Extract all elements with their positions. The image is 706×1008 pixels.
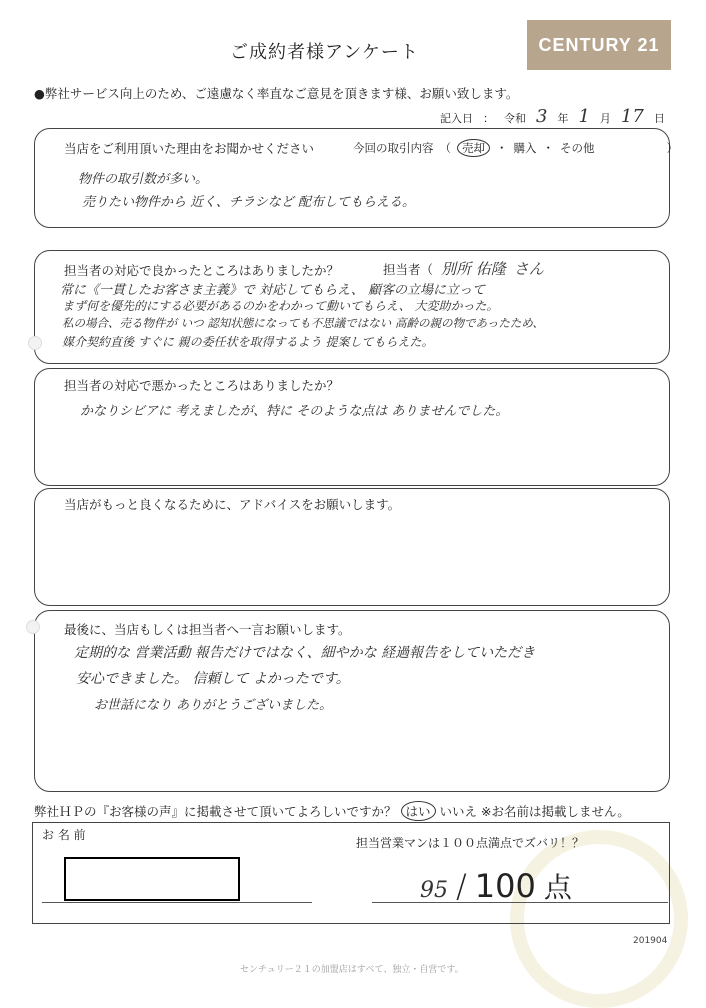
deal-type [353, 139, 678, 157]
redacted-name-field [64, 857, 240, 901]
deal-open-paren: （ [439, 141, 451, 155]
date-year: 3 [536, 106, 548, 127]
staff-suffix: さん [513, 260, 544, 278]
consent-note: ※お名前は掲載しません。 [481, 804, 630, 819]
footer-note: センチュリー２１の加盟店はすべて、独立・自営です。 [240, 965, 464, 975]
q2-answer-line: 私の場合、売る物件が いつ 認知状態になっても不思議ではない 高齢の親の物であったため、 [62, 316, 544, 330]
q5-answer-line: 安心できました。 信頼して よかったです。 [76, 671, 350, 687]
date-label: 記入日 [440, 112, 473, 125]
q1-answer-line: 物件の取引数が多い。 [78, 172, 209, 187]
consent-question: 弊社ＨＰの『お客様の声』に掲載させて頂いてよろしいですか？ [34, 804, 397, 819]
date-era: 令和 [504, 112, 526, 125]
q5-label: 最後に、当店もしくは担当者へ一言お願いします。 [64, 622, 351, 637]
punch-hole [26, 620, 40, 634]
score-unit: 点 [543, 871, 572, 904]
q2-label: 担当者の対応で良かったところはありましたか？ [64, 263, 340, 278]
consent-yes[interactable]: はい [401, 801, 436, 821]
date-month: 1 [578, 106, 590, 127]
date-separator: ： [483, 112, 494, 125]
q2-answer-line: まず何を優先的にする必要があるのかをわかって動いてもらえ、 大変助かった。 [62, 299, 499, 313]
q3-label: 担当者の対応で悪かったところはありましたか？ [64, 378, 340, 393]
score-underline [372, 902, 668, 903]
date-line [440, 106, 665, 127]
q1-answer-line: 売りたい物件から 近く、チラシなど 配布してもらえる。 [82, 195, 416, 210]
q4-label: 当店がもっと良くなるために、アドバイスをお願いします。 [64, 497, 401, 512]
name-underline [42, 902, 312, 903]
staff-label: 担当者（ [383, 261, 434, 277]
deal-option-sell[interactable]: 売却 [457, 139, 490, 157]
q5-answer-line: 定期的な 営業活動 報告だけではなく、細やかな 経過報告をしていただき [74, 645, 536, 661]
century21-logo: CENTURY 21 [527, 20, 671, 70]
page-title: ご成約者様アンケート [230, 42, 419, 63]
score-question: 担当営業マンは１００点満点でズバリ！？ [356, 836, 585, 850]
q5-answer-line: お世話になり ありがとうございました。 [94, 698, 333, 713]
deal-sep: ・ [542, 141, 554, 155]
deal-close-paren: ） [666, 141, 678, 155]
score-field [420, 866, 572, 906]
q3-answer-line: かなりシビアに 考えましたが、特に そのような点は ありませんでした。 [80, 404, 509, 419]
q2-answer-line: 常に《一貫したお客さま主義》で 対応してもらえ、 顧客の立場に立って [60, 283, 486, 298]
intro-text: ●弊社サービス向上のため、ご遠慮なく率直なご意見を頂きます様、お願い致します。 [34, 86, 519, 101]
deal-option-buy[interactable]: 購入 [513, 141, 537, 155]
score-slash: / [456, 867, 467, 905]
date-month-unit: 月 [599, 112, 611, 125]
deal-label: 今回の取引内容 [353, 141, 434, 155]
staff-name: 別所 佑隆 [441, 260, 506, 278]
deal-option-other[interactable]: その他 [560, 141, 595, 155]
score-total: 100 [474, 867, 536, 905]
date-day: 17 [620, 106, 644, 127]
q1-label: 当店をご利用頂いた理由をお聞かせください [64, 141, 315, 156]
name-label: お 名 前 [42, 828, 86, 842]
deal-sep: ・ [496, 141, 508, 155]
date-year-unit: 年 [557, 112, 569, 125]
q2-answer-line: 媒介契約直後 すぐに 親の委任状を取得するよう 提案してもらえた。 [62, 335, 434, 349]
punch-hole [28, 336, 42, 350]
consent-line [34, 801, 630, 821]
date-day-unit: 日 [653, 112, 665, 125]
score-value: 95 [420, 878, 448, 903]
staff-field [383, 258, 544, 279]
consent-no[interactable]: いいえ [439, 804, 478, 819]
form-code: 201904 [633, 936, 668, 946]
